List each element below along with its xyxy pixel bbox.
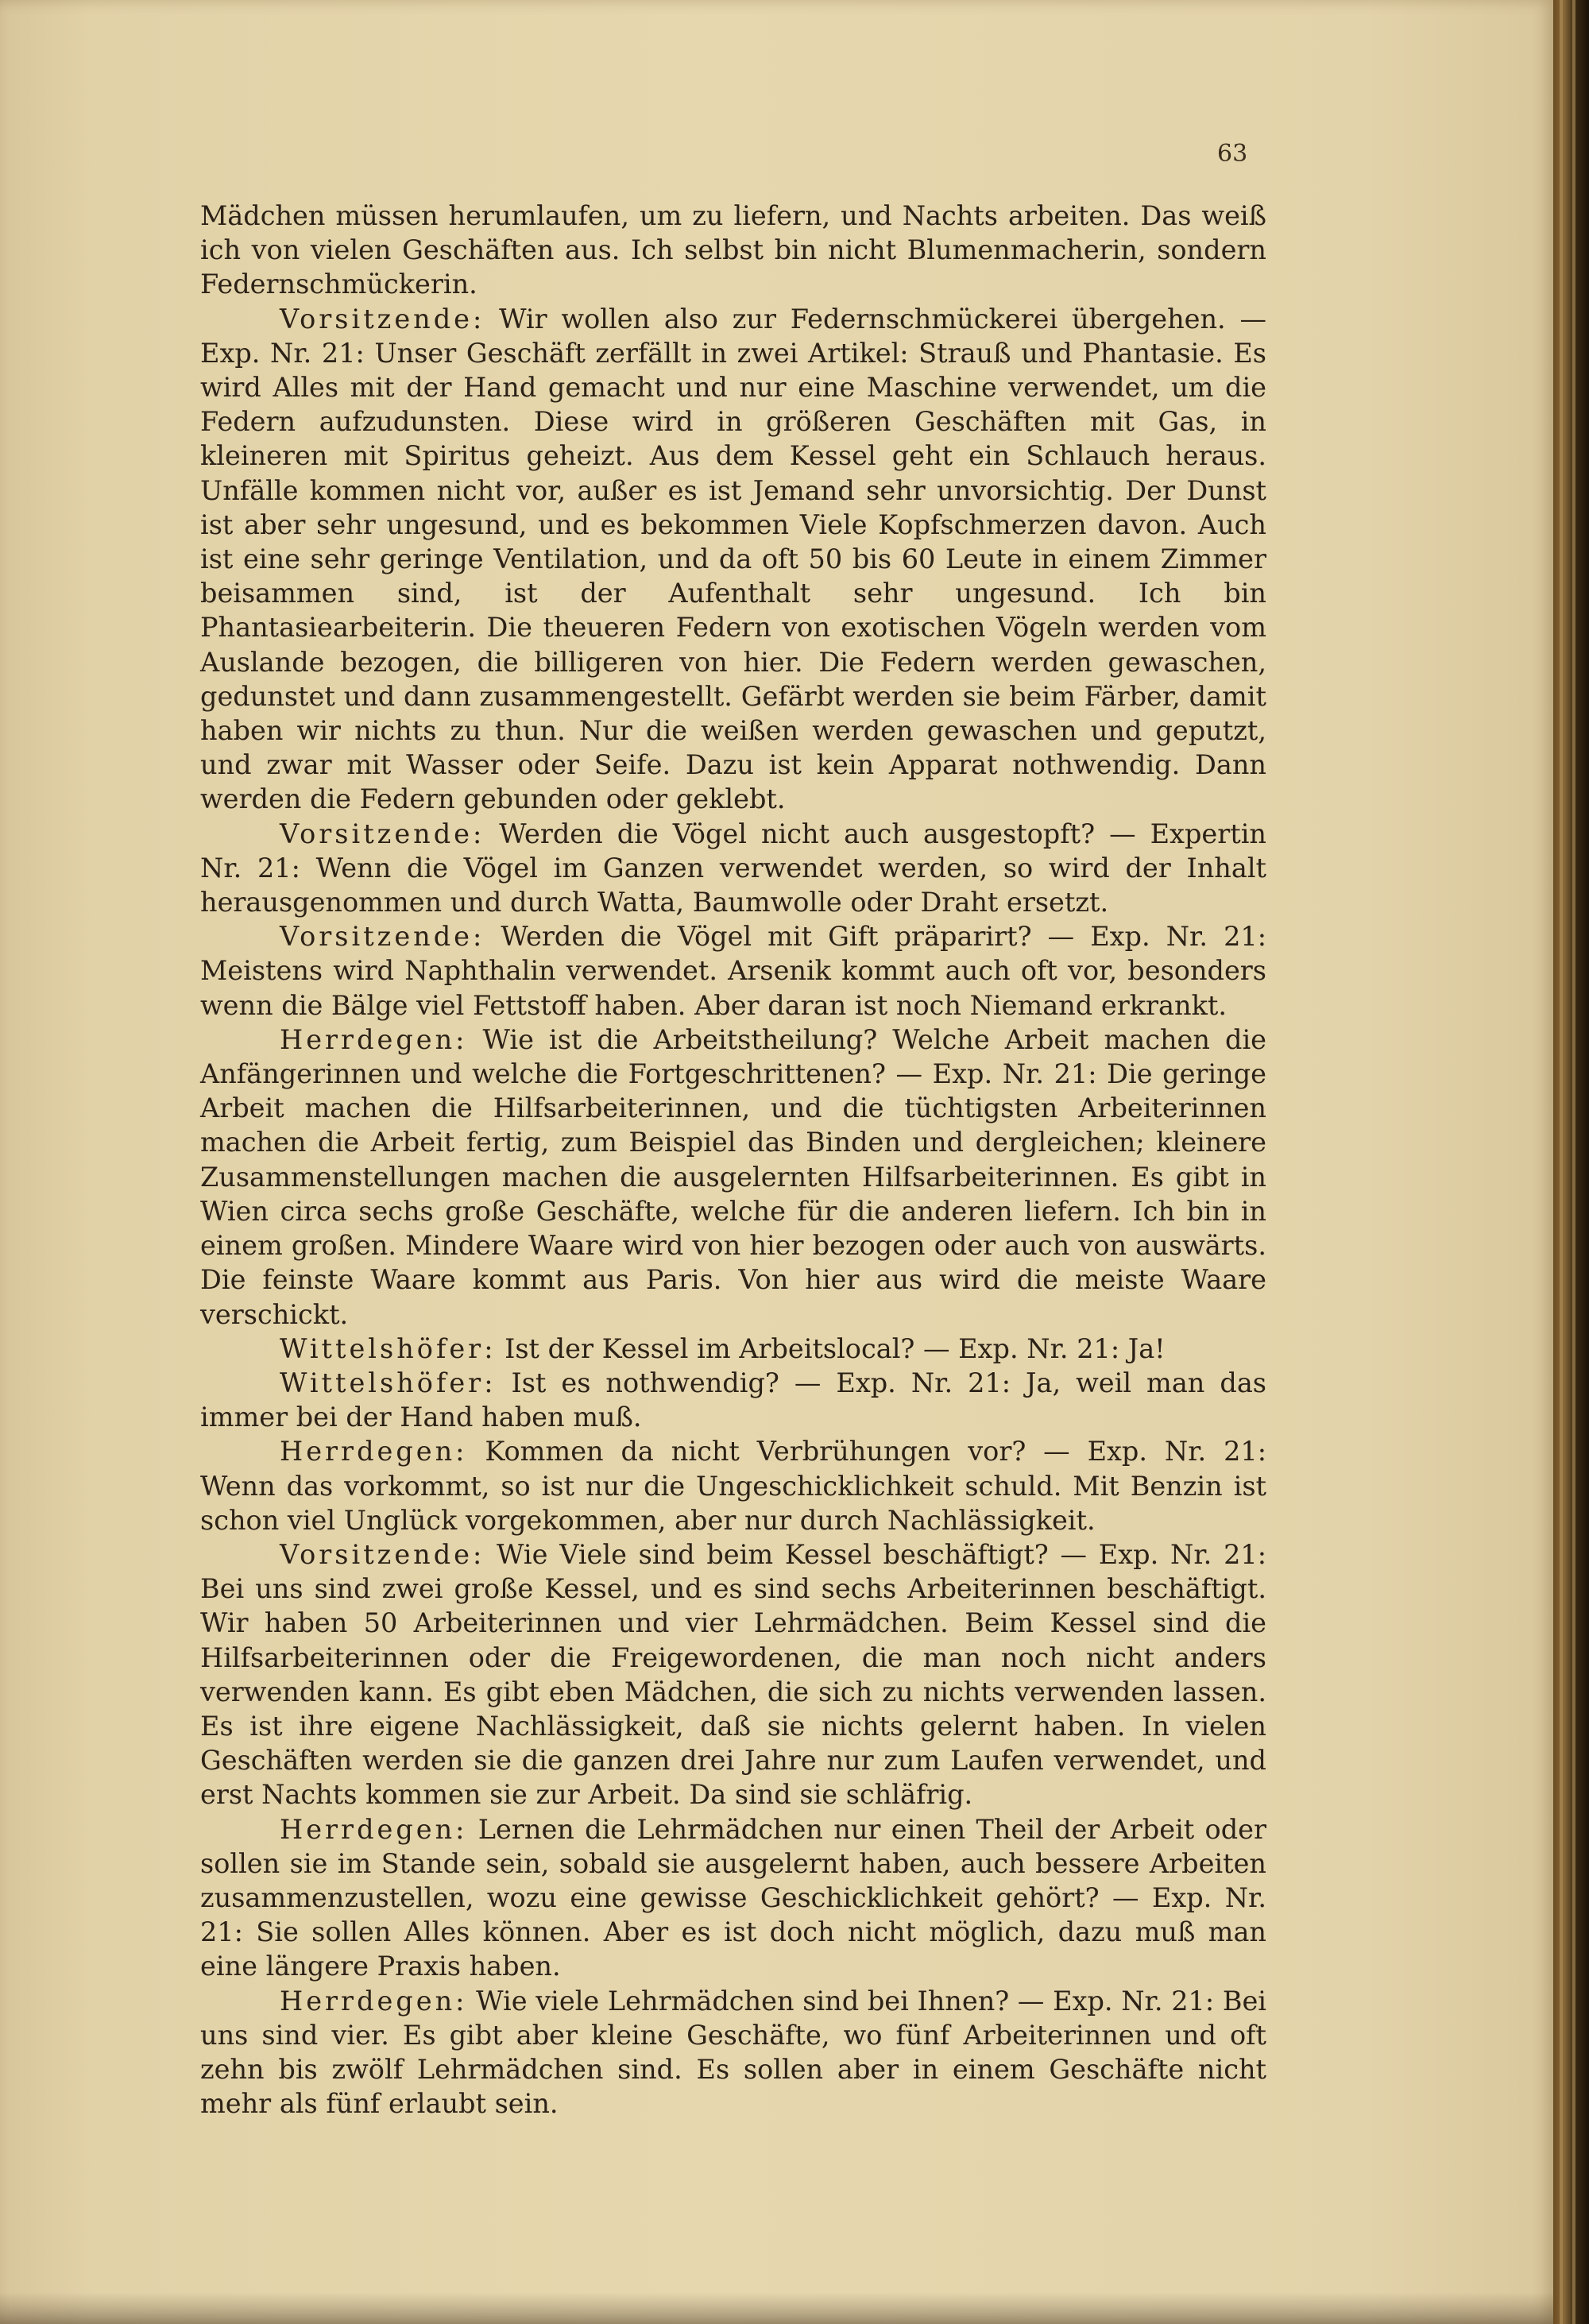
spine-stripe (1560, 0, 1563, 2324)
paragraph-text: Kommen da nicht Verbrühungen vor? — Exp. Nr. 21: Wenn das vorkommt, so ist nur die Ungeschicklichkeit schuld. Mit Benzin ist schon viel Unglück vorgekommen, aber nur durch Nachlässigkeit. (200, 1436, 1266, 1536)
speaker-name: Vorsitzende: (280, 303, 485, 334)
paragraph (200, 1537, 1266, 1812)
paragraph (200, 1366, 1266, 1434)
paragraph (200, 1434, 1266, 1537)
paragraph-text: Ist der Kessel im Arbeitslocal? — Exp. Nr. 21: Ja! (496, 1332, 1166, 1364)
speaker-name: Herrdegen: (280, 1023, 468, 1055)
page-bottom-shadow (0, 2292, 1553, 2324)
paragraph-text: Ist es nothwendig? — Exp. Nr. 21: Ja, weil man das immer bei der Hand haben muß. (200, 1367, 1266, 1433)
paragraph-text: Wir wollen also zur Federnschmückerei übergehen. — Exp. Nr. 21: Unser Geschäft zerfällt in zwei Artikel: Strauß und Phantasie. Es wird Alles mit der Hand gemacht und nur eine Maschine verwendet, um die Federn aufzudunsten. Diese wird in größeren Geschäften mit Gas, in kleineren mit Spiritus geheizt. Aus dem Kessel geht ein Schlauch heraus. Unfälle kommen nicht vor, außer es ist Jemand sehr unvorsichtig. Der Dunst ist aber sehr ungesund, und es bekommen Viele Kopfschmerzen davon. Auch ist eine sehr geringe Ventilation, und da oft 50 bis 60 Leute in einem Zimmer beisammen sind, ist der Aufenthalt sehr ungesund. Ich bin Phantasiearbeiterin. Die theueren Federn von exotischen Vögeln werden vom Auslande bezogen, die billigeren von hier. Die Federn werden gewaschen, gedunstet und dann zusammengestellt. Gefärbt werden sie beim Färber, damit haben wir nichts zu thun. Nur die weißen werden gewaschen und geputzt, und zwar mit Wasser oder Seife. Dazu ist kein Apparat nothwendig. Dann werden die Federn gebunden oder geklebt. (200, 303, 1266, 815)
paragraph (200, 1332, 1266, 1366)
paragraph (200, 817, 1266, 920)
speaker-name: Herrdegen: (280, 1813, 468, 1845)
page-number: 63 (1217, 140, 1248, 168)
paragraph (200, 1023, 1266, 1332)
speaker-name: Vorsitzende: (280, 818, 485, 849)
book-spine (1553, 0, 1589, 2324)
speaker-name: Wittelshöfer: (280, 1367, 497, 1398)
speaker-name: Wittelshöfer: (280, 1332, 497, 1364)
paragraph (200, 1812, 1266, 1984)
speaker-name: Vorsitzende: (280, 1538, 485, 1570)
paragraph-text: Werden die Vögel mit Gift präparirt? — Exp. Nr. 21: Meistens wird Naphthalin verwendet. Arsenik kommt auch oft vor, besonders wenn die Bälge viel Fettstoff haben. Aber daran ist noch Niemand erkrankt. (200, 921, 1266, 1021)
page-text (200, 199, 1266, 2121)
paragraph (200, 1984, 1266, 2121)
spine-stripe (1572, 0, 1575, 2324)
paragraph-text: Mädchen müssen herumlaufen, um zu liefern, und Nachts arbeiten. Das weiß ich von vielen Geschäften aus. Ich selbst bin nicht Blumenmacherin, sondern Federnschmückerin. (200, 200, 1266, 300)
paragraph-text: Werden die Vögel nicht auch ausgestopft? — Expertin Nr. 21: Wenn die Vögel im Ganzen verwendet werden, so wird der Inhalt herausgenommen und durch Watta, Baumwolle oder Draht ersetzt. (200, 818, 1266, 918)
paragraph-text: Wie Viele sind beim Kessel beschäftigt? — Exp. Nr. 21: Bei uns sind zwei große Kessel, und es sind sechs Arbeiterinnen beschäftigt. Wir haben 50 Arbeiterinnen und vier Lehrmädchen. Beim Kessel sind die Hilfsarbeiterinnen oder die Freigewordenen, die man noch nicht anders verwenden kann. Es gibt eben Mädchen, die sich zu nichts verwenden lassen. Es ist ihre eigene Nachlässigkeit, daß sie nichts gelernt haben. In vielen Geschäften werden sie die ganzen drei Jahre nur zum Laufen verwendet, und erst Nachts kommen sie zur Arbeit. Da sind sie schläfrig. (200, 1538, 1266, 1811)
speaker-name: Vorsitzende: (280, 921, 485, 953)
speaker-name: Herrdegen: (280, 1436, 468, 1467)
speaker-name: Herrdegen: (280, 1985, 468, 2017)
paragraph (200, 199, 1266, 302)
paragraph-text: Lernen die Lehrmädchen nur einen Theil der Arbeit oder sollen sie im Stande sein, sobald sie ausgelernt haben, auch bessere Arbeiten zusammenzustellen, wozu eine gewisse Geschicklichkeit gehört? — Exp. Nr. 21: Sie sollen Alles können. Aber es ist doch nicht möglich, dazu muß man eine längere Praxis haben. (200, 1813, 1266, 1982)
paragraph-text: Wie viele Lehrmädchen sind bei Ihnen? — Exp. Nr. 21: Bei uns sind vier. Es gibt aber kleine Geschäfte, wo fünf Arbeiterinnen und oft zehn bis zwölf Lehrmädchen sind. Es sollen aber in einem Geschäfte nicht mehr als fünf erlaubt sein. (200, 1985, 1266, 2120)
paragraph (200, 302, 1266, 817)
paragraph-text: Wie ist die Arbeitstheilung? Welche Arbeit machen die Anfängerinnen und welche die Fortgeschrittenen? — Exp. Nr. 21: Die geringe Arbeit machen die Hilfsarbeiterinnen, und die tüchtigsten Arbeiterinnen machen die Arbeit fertig, zum Beispiel das Binden und dergleichen; kleinere Zusammenstellungen machen die ausgelernten Hilfsarbeiterinnen. Es gibt in Wien circa sechs große Geschäfte, welche für die anderen liefern. Ich bin in einem großen. Mindere Waare wird von hier bezogen oder auch von auswärts. Die feinste Waare kommt aus Paris. Von hier aus wird die meiste Waare verschickt. (200, 1023, 1266, 1330)
paragraph (200, 919, 1266, 1023)
